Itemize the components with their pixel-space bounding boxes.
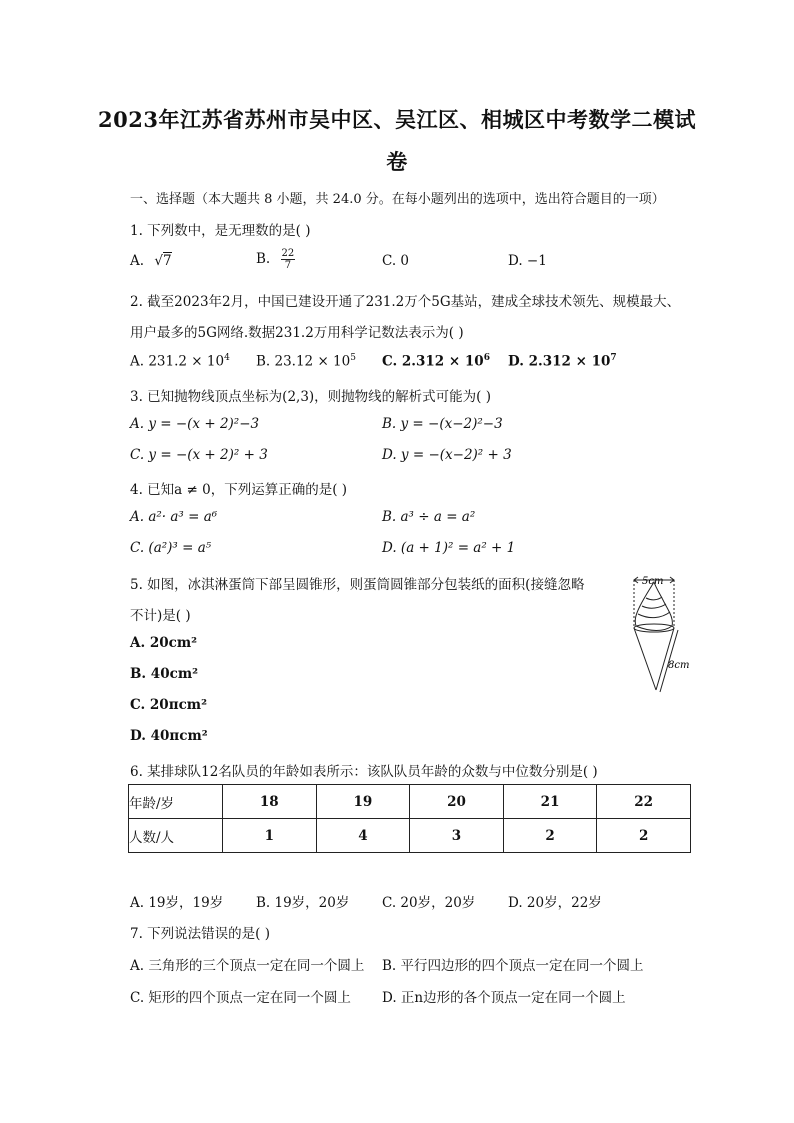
- q5-option-c: C. 20πcm²: [130, 697, 207, 713]
- q2-option-d-exp: 7: [610, 353, 617, 363]
- q3-option-c: C. y = −(x + 2)² + 3: [130, 447, 268, 463]
- cone-right-edge: [656, 628, 674, 690]
- q7-option-d: D. 正n边形的各个顶点一定在同一个圆上: [382, 990, 626, 1006]
- q1-option-d: D. −1: [508, 253, 547, 269]
- q2-option-b-base: B. 23.12 × 10: [256, 353, 351, 370]
- q4-stem: 4. 已知a ≠ 0，下列运算正确的是( ): [130, 482, 348, 498]
- figure-side-label: 8cm: [668, 660, 690, 671]
- q7-option-b: B. 平行四边形的四个顶点一定在同一个圆上: [382, 958, 644, 974]
- q3-option-a: A. y = −(x + 2)²−3: [130, 416, 260, 432]
- q7-option-c: C. 矩形的四个顶点一定在同一个圆上: [130, 990, 351, 1006]
- q3-stem: 3. 已知抛物线顶点坐标为(2,3)，则抛物线的解析式可能为( ): [130, 389, 491, 405]
- q1-option-a-prefix: A.: [130, 253, 145, 269]
- swirl-line-1: [642, 604, 666, 608]
- q2-option-a-exp: 4: [224, 353, 230, 363]
- q2-option-a-base: A. 231.2 × 10: [130, 353, 225, 370]
- q1-option-a-radicand: 7: [162, 253, 172, 269]
- table-cell: 18: [223, 785, 317, 819]
- table-row-label: 人数/人: [129, 819, 223, 853]
- table-cell: 22: [597, 785, 691, 819]
- swirl-line-3: [646, 597, 662, 600]
- q3-option-b: B. y = −(x−2)²−3: [382, 416, 503, 432]
- q2-stem-line1: 2. 截至2023年2月，中国已建设开通了231.2万个5G基站，建成全球技术领先、规模最大、: [130, 294, 681, 310]
- q5-stem-line1: 5. 如图，冰淇淋蛋筒下部呈圆锥形，则蛋筒圆锥部分包装纸的面积(接缝忽略: [130, 577, 585, 593]
- q2-stem-line2: 用户最多的5G网络.数据231.2万用科学记数法表示为( ): [130, 325, 464, 341]
- q6-option-d: D. 20岁，22岁: [508, 895, 602, 911]
- table-cell: 3: [410, 819, 504, 853]
- q1-option-b: [256, 248, 295, 271]
- q2-option-b-exp: 5: [350, 353, 356, 363]
- sqrt-icon: √: [154, 253, 163, 269]
- q5-stem-line2: 不计)是( ): [130, 608, 191, 624]
- q2-option-c: [382, 353, 490, 370]
- q1-option-b-fraction: [281, 248, 296, 271]
- q2-option-b: [256, 353, 356, 370]
- q2-option-c-base: C. 2.312 × 10: [382, 353, 484, 370]
- table-row: [129, 819, 691, 853]
- q1-option-b-prefix: B.: [256, 251, 271, 267]
- q6-option-b: B. 19岁，20岁: [256, 895, 350, 911]
- age-table: [128, 784, 691, 853]
- q5-option-d: D. 40πcm²: [130, 728, 208, 744]
- page-title-line2: 卷: [386, 149, 408, 174]
- q1-stem: 1. 下列数中，是无理数的是( ): [130, 223, 311, 239]
- q2-option-d: [508, 353, 617, 370]
- q1-option-c: C. 0: [382, 253, 410, 269]
- table-row: [129, 785, 691, 819]
- table-cell: 4: [316, 819, 410, 853]
- table-cell: 20: [410, 785, 504, 819]
- page-title-line1: 2023年江苏省苏州市吴中区、吴江区、相城区中考数学二模试: [98, 107, 696, 132]
- table-cell: 2: [597, 819, 691, 853]
- section-heading: 一、选择题（本大题共 8 小题，共 24.0 分。在每小题列出的选项中，选出符合题目的一项）: [130, 192, 665, 207]
- q7-stem: 7. 下列说法错误的是( ): [130, 926, 270, 942]
- table-cell: 1: [223, 819, 317, 853]
- q1-option-b-denominator: 7: [284, 260, 292, 271]
- table-cell: 21: [503, 785, 597, 819]
- table-cell: 19: [316, 785, 410, 819]
- swirl-line-2: [638, 612, 670, 618]
- q6-stem: 6. 某排球队12名队员的年龄如表所示：该队队员年龄的众数与中位数分别是( ): [130, 764, 598, 780]
- ice-cream-cone-figure: [620, 570, 700, 695]
- q1-option-a: [130, 253, 172, 269]
- table-cell: 2: [503, 819, 597, 853]
- q4-option-a: A. a²· a³ = a⁶: [130, 509, 218, 525]
- q4-option-d: D. (a + 1)² = a² + 1: [382, 540, 516, 556]
- table-row-label: 年龄/岁: [129, 785, 223, 819]
- q3-option-d: D. y = −(x−2)² + 3: [382, 447, 512, 463]
- cone-left-edge: [634, 628, 656, 690]
- q2-option-c-exp: 6: [483, 353, 490, 363]
- q4-option-c: C. (a²)³ = a⁵: [130, 540, 212, 556]
- q5-option-a: A. 20cm²: [130, 635, 198, 651]
- ice-cream-swirl: [635, 582, 672, 631]
- q5-option-b: B. 40cm²: [130, 666, 199, 682]
- q6-option-a: A. 19岁，19岁: [130, 895, 224, 911]
- q7-option-a: A. 三角形的三个顶点一定在同一个圆上: [130, 958, 365, 974]
- q1-option-b-numerator: 22: [281, 248, 295, 259]
- q4-option-b: B. a³ ÷ a = a²: [382, 509, 476, 525]
- q6-option-c: C. 20岁，20岁: [382, 895, 476, 911]
- figure-top-label: 5cm: [642, 576, 664, 587]
- q2-option-d-base: D. 2.312 × 10: [508, 353, 611, 370]
- q2-option-a: [130, 353, 230, 370]
